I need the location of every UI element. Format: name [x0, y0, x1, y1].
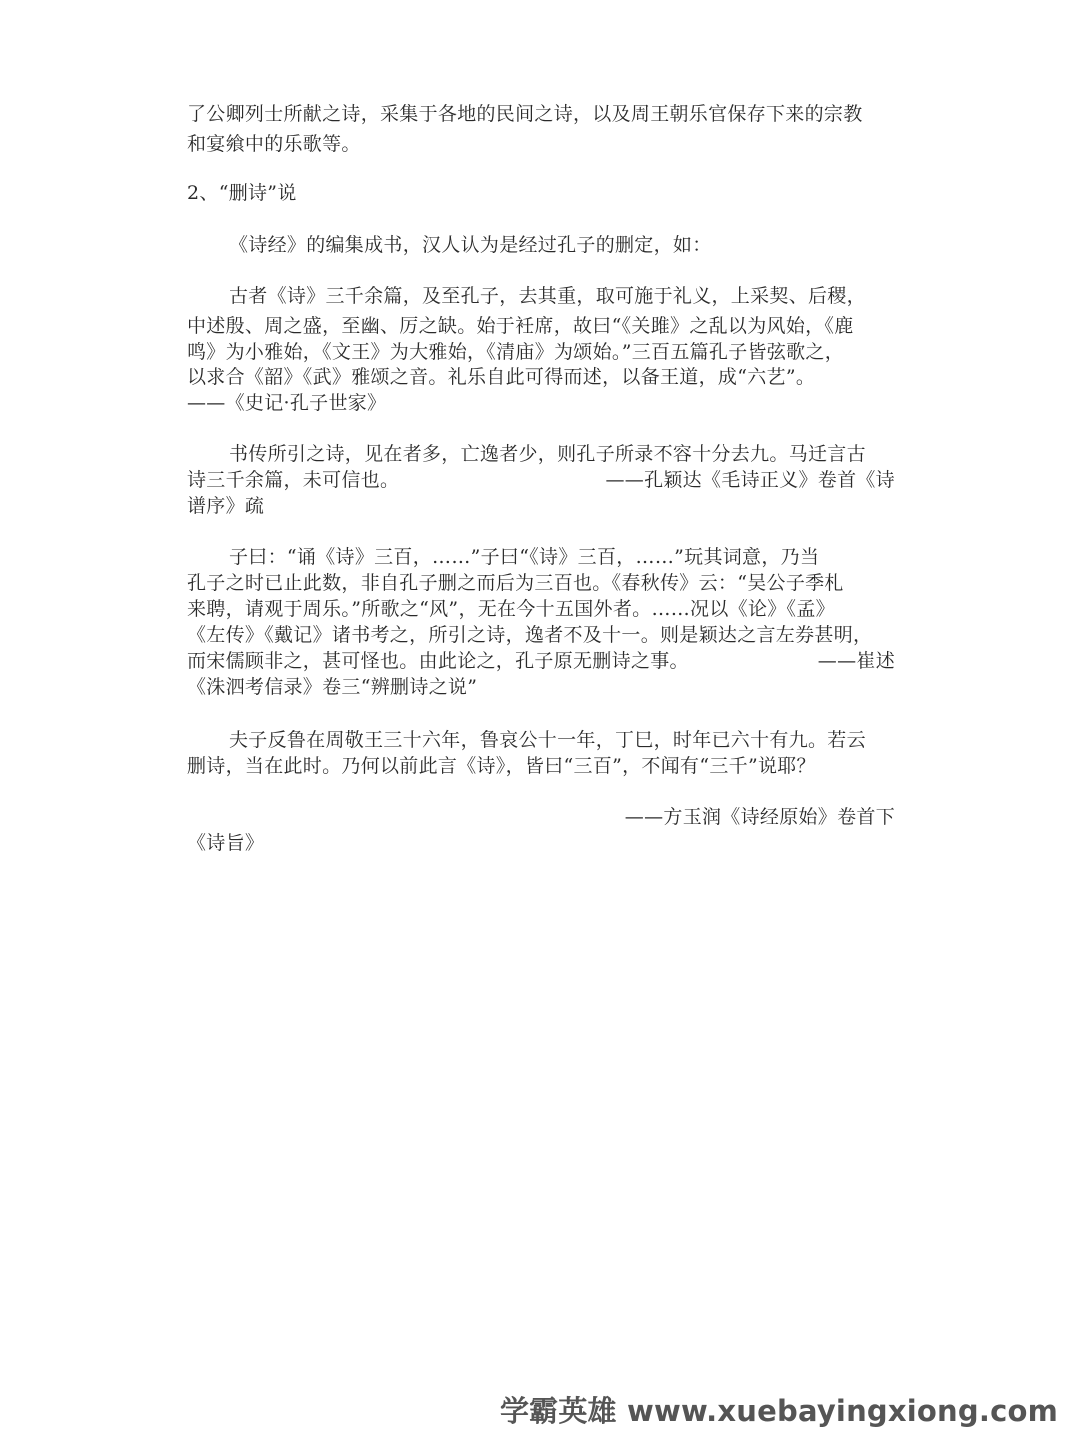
quote-line: 而宋儒顾非之，甚可怪也。由此论之，孔子原无删诗之事。 [187, 650, 689, 672]
quote-attribution: 谱序》疏 [187, 495, 265, 517]
quote-line: 书传所引之诗，见在者多，亡逸者少，则孔子所录不容十分去九。马迁言古 [229, 443, 866, 465]
quote-line: 子曰：“诵《诗》三百，……”子曰“《诗》三百，……”玩其词意，乃当 [229, 546, 820, 568]
quote-line: 诗三千余篇，未可信也。 [187, 469, 400, 491]
quote-line: 古者《诗》三千余篇，及至孔子，去其重，取可施于礼义，上采契、后稷， [229, 285, 866, 307]
quote-attribution: ——孔颖达《毛诗正义》卷首《诗 [605, 469, 895, 491]
watermark-footer: 学霸英雄 www.xuebayingxiong.com [499, 1394, 1058, 1428]
quote-line: 《左传》《戴记》诸书考之，所引之诗，逸者不及十一。则是颖达之言左券甚明， [187, 624, 873, 646]
quote-attribution: ——《史记·孔子世家》 [187, 392, 387, 414]
quote-line: 中述殷、周之盛，至幽、厉之缺。始于衽席，故曰“《关雎》之乱以为风始，《鹿 [187, 315, 854, 337]
paragraph-line: 了公卿列士所献之诗，采集于各地的民间之诗，以及周王朝乐官保存下来的宗教 [187, 103, 863, 125]
quote-attribution: ——崔述 [817, 650, 895, 672]
quote-line: 以求合《韶》《武》雅颂之音。礼乐自此可得而述，以备王道，成“六艺”。 [187, 366, 816, 388]
intro-paragraph: 《诗经》的编集成书，汉人认为是经过孔子的删定，如： [229, 234, 712, 256]
quote-line: 鸣》为小雅始，《文王》为大雅始，《清庙》为颂始。”三百五篇孔子皆弦歌之， [187, 341, 845, 363]
quote-line: 孔子之时已止此数，非自孔子删之而后为三百也。《春秋传》云：“吴公子季札 [187, 572, 844, 594]
paragraph-line: 和宴飨中的乐歌等。 [187, 133, 361, 155]
quote-attribution: 《诗旨》 [187, 832, 265, 854]
quote-attribution: 《洙泗考信录》卷三“辨删诗之说” [187, 676, 478, 698]
section-heading: 2、“删诗”说 [187, 182, 297, 204]
quote-attribution: ——方玉润《诗经原始》卷首下 [624, 806, 895, 828]
quote-line: 夫子反鲁在周敬王三十六年，鲁哀公十一年，丁巳，时年已六十有九。若云 [229, 729, 866, 751]
quote-line: 来聘，请观于周乐。”所歌之“风”，无在今十五国外者。……况以《论》《孟》 [187, 598, 835, 620]
quote-line: 删诗，当在此时。乃何以前此言《诗》，皆曰“三百”，不闻有“三千”说耶？ [187, 755, 816, 777]
